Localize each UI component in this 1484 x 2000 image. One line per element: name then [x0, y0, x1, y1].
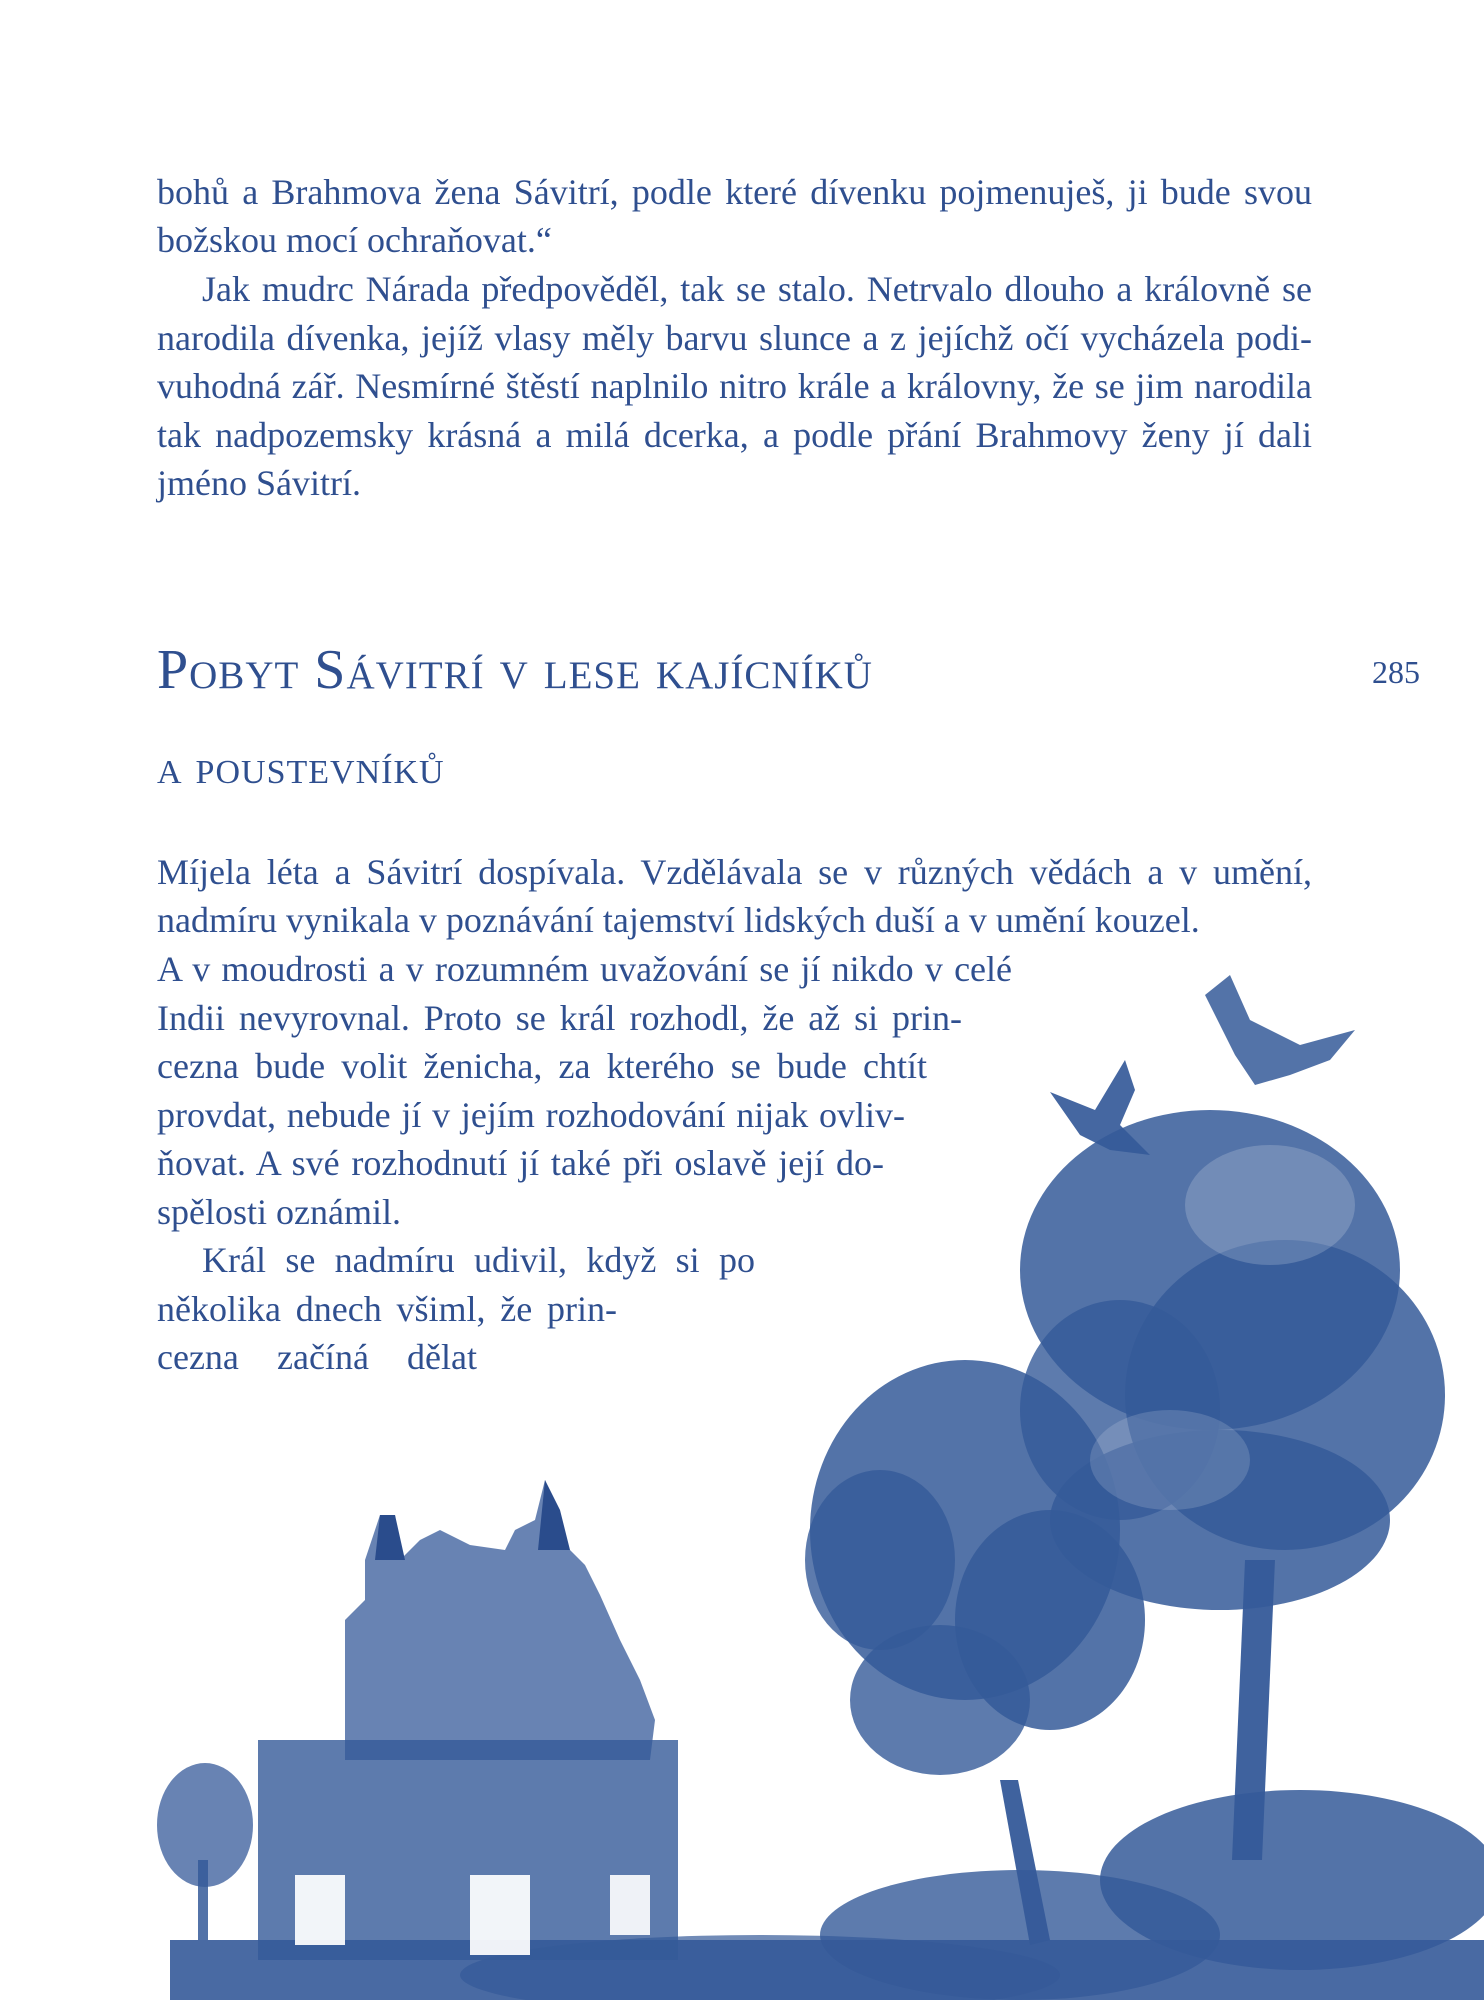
paragraph-3-line-8: spělosti oznámil.: [157, 1192, 401, 1232]
paragraph-4-line-1: Král se nadmíru udivil, když si po: [202, 1240, 755, 1280]
paragraph-1-line-1: bohů a Brahmova žena Sávitrí, podle které dívenku pojmenuješ, ji bude svou: [157, 172, 1312, 212]
chapter-heading-line-2: a poustevníků: [157, 741, 445, 794]
paragraph-3-line-2: nadmíru vynikala v poznávání tajemství lidských duší a v umění kouzel.: [157, 900, 1200, 940]
house-illustration: [258, 1480, 678, 1960]
small-bush: [157, 1763, 253, 1940]
page-number: 285: [1372, 654, 1420, 690]
paragraph-4-line-3: cezna začíná dělat: [157, 1337, 477, 1377]
paragraph-1-line-2: božskou mocí ochraňovat.“: [157, 220, 552, 260]
paragraph-3-line-1: Míjela léta a Sávitrí dospívala. Vzdělávala se v různých vědách a v umění,: [157, 852, 1312, 892]
paragraph-3-line-6: provdat, nebude jí v jejím rozhodování nijak ovliv-: [157, 1095, 905, 1135]
tree-large: [1020, 1110, 1445, 1860]
paragraph-4-line-2: několika dnech všiml, že prin-: [157, 1289, 617, 1329]
paragraph-3-line-7: ňovat. A své rozhodnutí jí také při oslavě její do-: [157, 1143, 884, 1183]
chapter-heading-line-1: Pobyt Sávitrí v lese kajícníků: [157, 639, 873, 701]
paragraph-2-line-4: tak nadpozemsky krásná a milá dcerka, a podle přání Brahmovy ženy jí dali: [157, 415, 1312, 455]
paragraph-2-line-1: Jak mudrc Nárada předpověděl, tak se stalo. Netrvalo dlouho a královně se: [202, 269, 1312, 309]
bird-right-icon: [1205, 975, 1355, 1085]
paragraph-2-line-3: vuhodná zář. Nesmírné štěstí naplnilo nitro krále a královny, že se jim narodila: [157, 366, 1312, 406]
paragraph-2-line-2: narodila dívenka, jejíž vlasy měly barvu slunce a z jejíchž očí vycházela podi-: [157, 318, 1312, 358]
paragraph-3-line-5: cezna bude volit ženicha, za kterého se bude chtít: [157, 1046, 927, 1086]
paragraph-3-line-4: Indii nevyrovnal. Proto se král rozhodl, že až si prin-: [157, 998, 962, 1038]
paragraph-3-line-3: A v moudrosti a v rozumném uvažování se jí nikdo v celé: [157, 949, 1012, 989]
paragraph-2-line-5: jméno Sávitrí.: [157, 463, 361, 503]
